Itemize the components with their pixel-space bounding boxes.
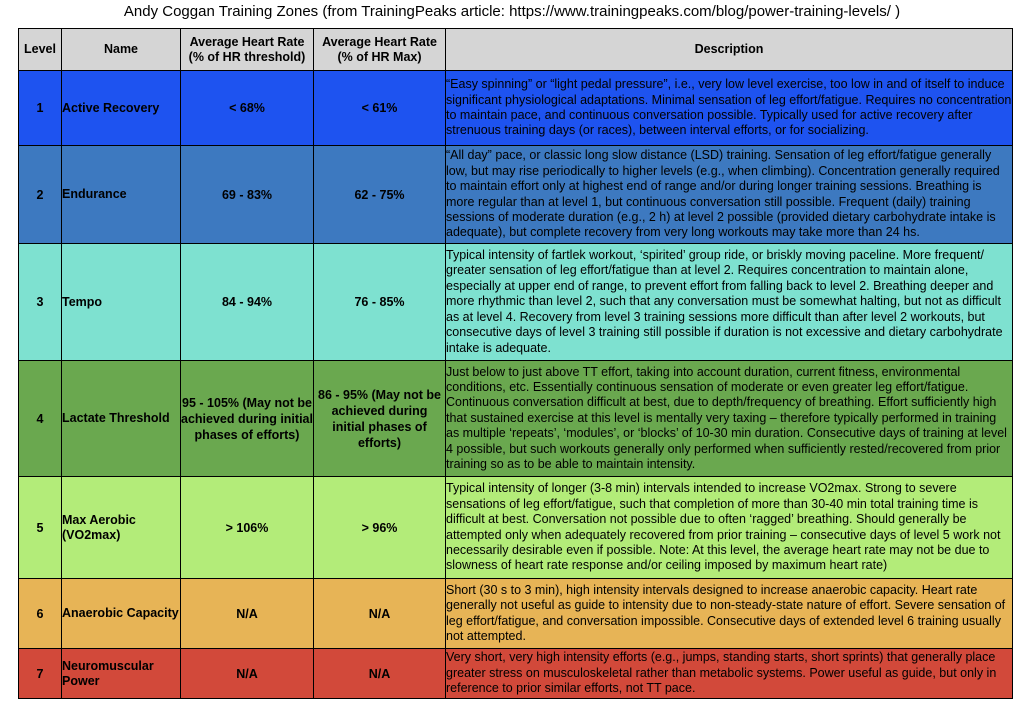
training-zones-table — [18, 28, 1013, 699]
zone-hr-max: > 96% — [314, 477, 446, 579]
zone-hr-max: N/A — [314, 649, 446, 699]
zone-name: Endurance — [62, 146, 181, 244]
header-hr-max-line1: Average Heart Rate — [322, 34, 437, 49]
zone-level: 5 — [19, 477, 62, 579]
header-level: Level — [19, 29, 62, 71]
zone-description: Typical intensity of longer (3-8 min) intervals intended to increase VO2max. Strong to severe sensations of leg effort/fatigue, such that completion of more than 30-40 min total training time is difficult at best. Conversation not possible due to often ‘ragged’ breathing. Should generally be attempted only when adequately recovered from prior training – consecutive days of level 5 work not necessarily desirable even if possible. Note: At this level, the average heart rate may not be due to slowness of heart rate response and/or ceiling imposed by maximum heart rate) — [446, 477, 1013, 579]
zone-hr-threshold: N/A — [181, 579, 314, 649]
zone-hr-max: 76 - 85% — [314, 244, 446, 361]
zone-hr-max: N/A — [314, 579, 446, 649]
table-header-row — [19, 29, 1013, 71]
zone-level: 1 — [19, 71, 62, 146]
zone-hr-threshold: 84 - 94% — [181, 244, 314, 361]
zone-level: 4 — [19, 361, 62, 477]
zone-description: “Easy spinning” or “light pedal pressure”, i.e., very low level exercise, too low in and of itself to induce significant physiological adaptations. Minimal sensation of leg effort/fatigue. Requires no concentration to maintain pace, and continuous conversation possible. Typically used for active recovery after strenuous training days (or races), between interval efforts, or for socializing. — [446, 71, 1013, 146]
header-hr-max — [314, 29, 446, 71]
header-name: Name — [62, 29, 181, 71]
header-hr-threshold-line1: Average Heart Rate — [189, 34, 305, 49]
zone-description: Very short, very high intensity efforts (e.g., jumps, standing starts, short sprints) that generally place greater stress on musculoskeletal rather than metabolic systems. Power useful as guide, but only in reference to prior similar efforts, not TT pace. — [446, 649, 1013, 699]
zone-row-1 — [19, 71, 1013, 146]
zone-hr-threshold: N/A — [181, 649, 314, 699]
header-hr-max-line2: (% of HR Max) — [337, 49, 422, 64]
header-hr-threshold — [181, 29, 314, 71]
zone-row-4 — [19, 361, 1013, 477]
zone-description: Short (30 s to 3 min), high intensity intervals designed to increase anaerobic capacity. Heart rate generally not useful as guide to intensity due to non-steady-state nature of effort. Severe sensation of leg effort/fatigue, and conversation impossible. Consecutive days of extended level 6 training usually not attempted. — [446, 579, 1013, 649]
zone-level: 7 — [19, 649, 62, 699]
zone-description: Just below to just above TT effort, taking into account duration, current fitness, environmental conditions, etc. Essentially continuous sensation of moderate or even greater leg effort/fatigue. Continuous conversation difficult at best, due to depth/frequency of breathing. Effort sufficiently high that sustained exercise at this level is mentally very taxing – therefore typically performed in training as multiple ‘repeats’, ‘modules’, or ‘blocks’ of 10-30 min duration. Consecutive days of training at level 4 possible, but such workouts generally only performed when sufficiently rested/recovered from prior training so as to be able to maintain intensity. — [446, 361, 1013, 477]
zone-description: Typical intensity of fartlek workout, ‘spirited’ group ride, or briskly moving paceline. More frequent/ greater sensation of leg effort/fatigue than at level 2. Requires concentration to maintain alone, especially at upper end of range, to prevent effort from falling back to level 2. Breathing deeper and more rhythmic than level 2, such that any conversation must be somewhat halting, but not as difficult as at level 4. Recovery from level 3 training sessions more difficult than after level 2 workouts, but consecutive days of level 3 training still possible if duration is not excessive and dietary carbohydrate intake is adequate. — [446, 244, 1013, 361]
header-hr-threshold-line2: (% of HR threshold) — [188, 49, 306, 64]
zone-hr-max: < 61% — [314, 71, 446, 146]
header-description: Description — [446, 29, 1013, 71]
zone-row-6 — [19, 579, 1013, 649]
zone-hr-max: 62 - 75% — [314, 146, 446, 244]
zone-name: Active Recovery — [62, 71, 181, 146]
page-title: Andy Coggan Training Zones (from TrainingPeaks article: https://www.trainingpeaks.com/blog/power-training-levels/ ) — [123, 3, 901, 20]
zone-name: Lactate Threshold — [62, 361, 181, 477]
zone-hr-threshold: 95 - 105% (May not be achieved during initial phases of efforts) — [181, 361, 314, 477]
zone-row-7 — [19, 649, 1013, 699]
zone-level: 2 — [19, 146, 62, 244]
zone-hr-threshold: < 68% — [181, 71, 314, 146]
zone-name: Anaerobic Capacity — [62, 579, 181, 649]
zone-name: Tempo — [62, 244, 181, 361]
zone-level: 3 — [19, 244, 62, 361]
zone-description: “All day” pace, or classic long slow distance (LSD) training. Sensation of leg effort/fatigue generally low, but may rise periodically to higher levels (e.g., when climbing). Concentration generally required to maintain effort only at highest end of range and/or during longer training sessions. Breathing is more regular than at level 1, but continuous conversation still possible. Frequent (daily) training sessions of moderate duration (e.g., 2 h) at level 2 possible (provided dietary carbohydrate intake is adequate), but complete recovery from very long workouts may take more than 24 hs. — [446, 146, 1013, 244]
zone-hr-threshold: 69 - 83% — [181, 146, 314, 244]
zone-hr-threshold: > 106% — [181, 477, 314, 579]
zone-row-2 — [19, 146, 1013, 244]
zone-level: 6 — [19, 579, 62, 649]
zone-name: Neuromuscular Power — [62, 649, 181, 699]
zone-hr-max: 86 - 95% (May not be achieved during initial phases of efforts) — [314, 361, 446, 477]
zone-name: Max Aerobic (VO2max) — [62, 477, 181, 579]
zone-row-5 — [19, 477, 1013, 579]
zone-row-3 — [19, 244, 1013, 361]
